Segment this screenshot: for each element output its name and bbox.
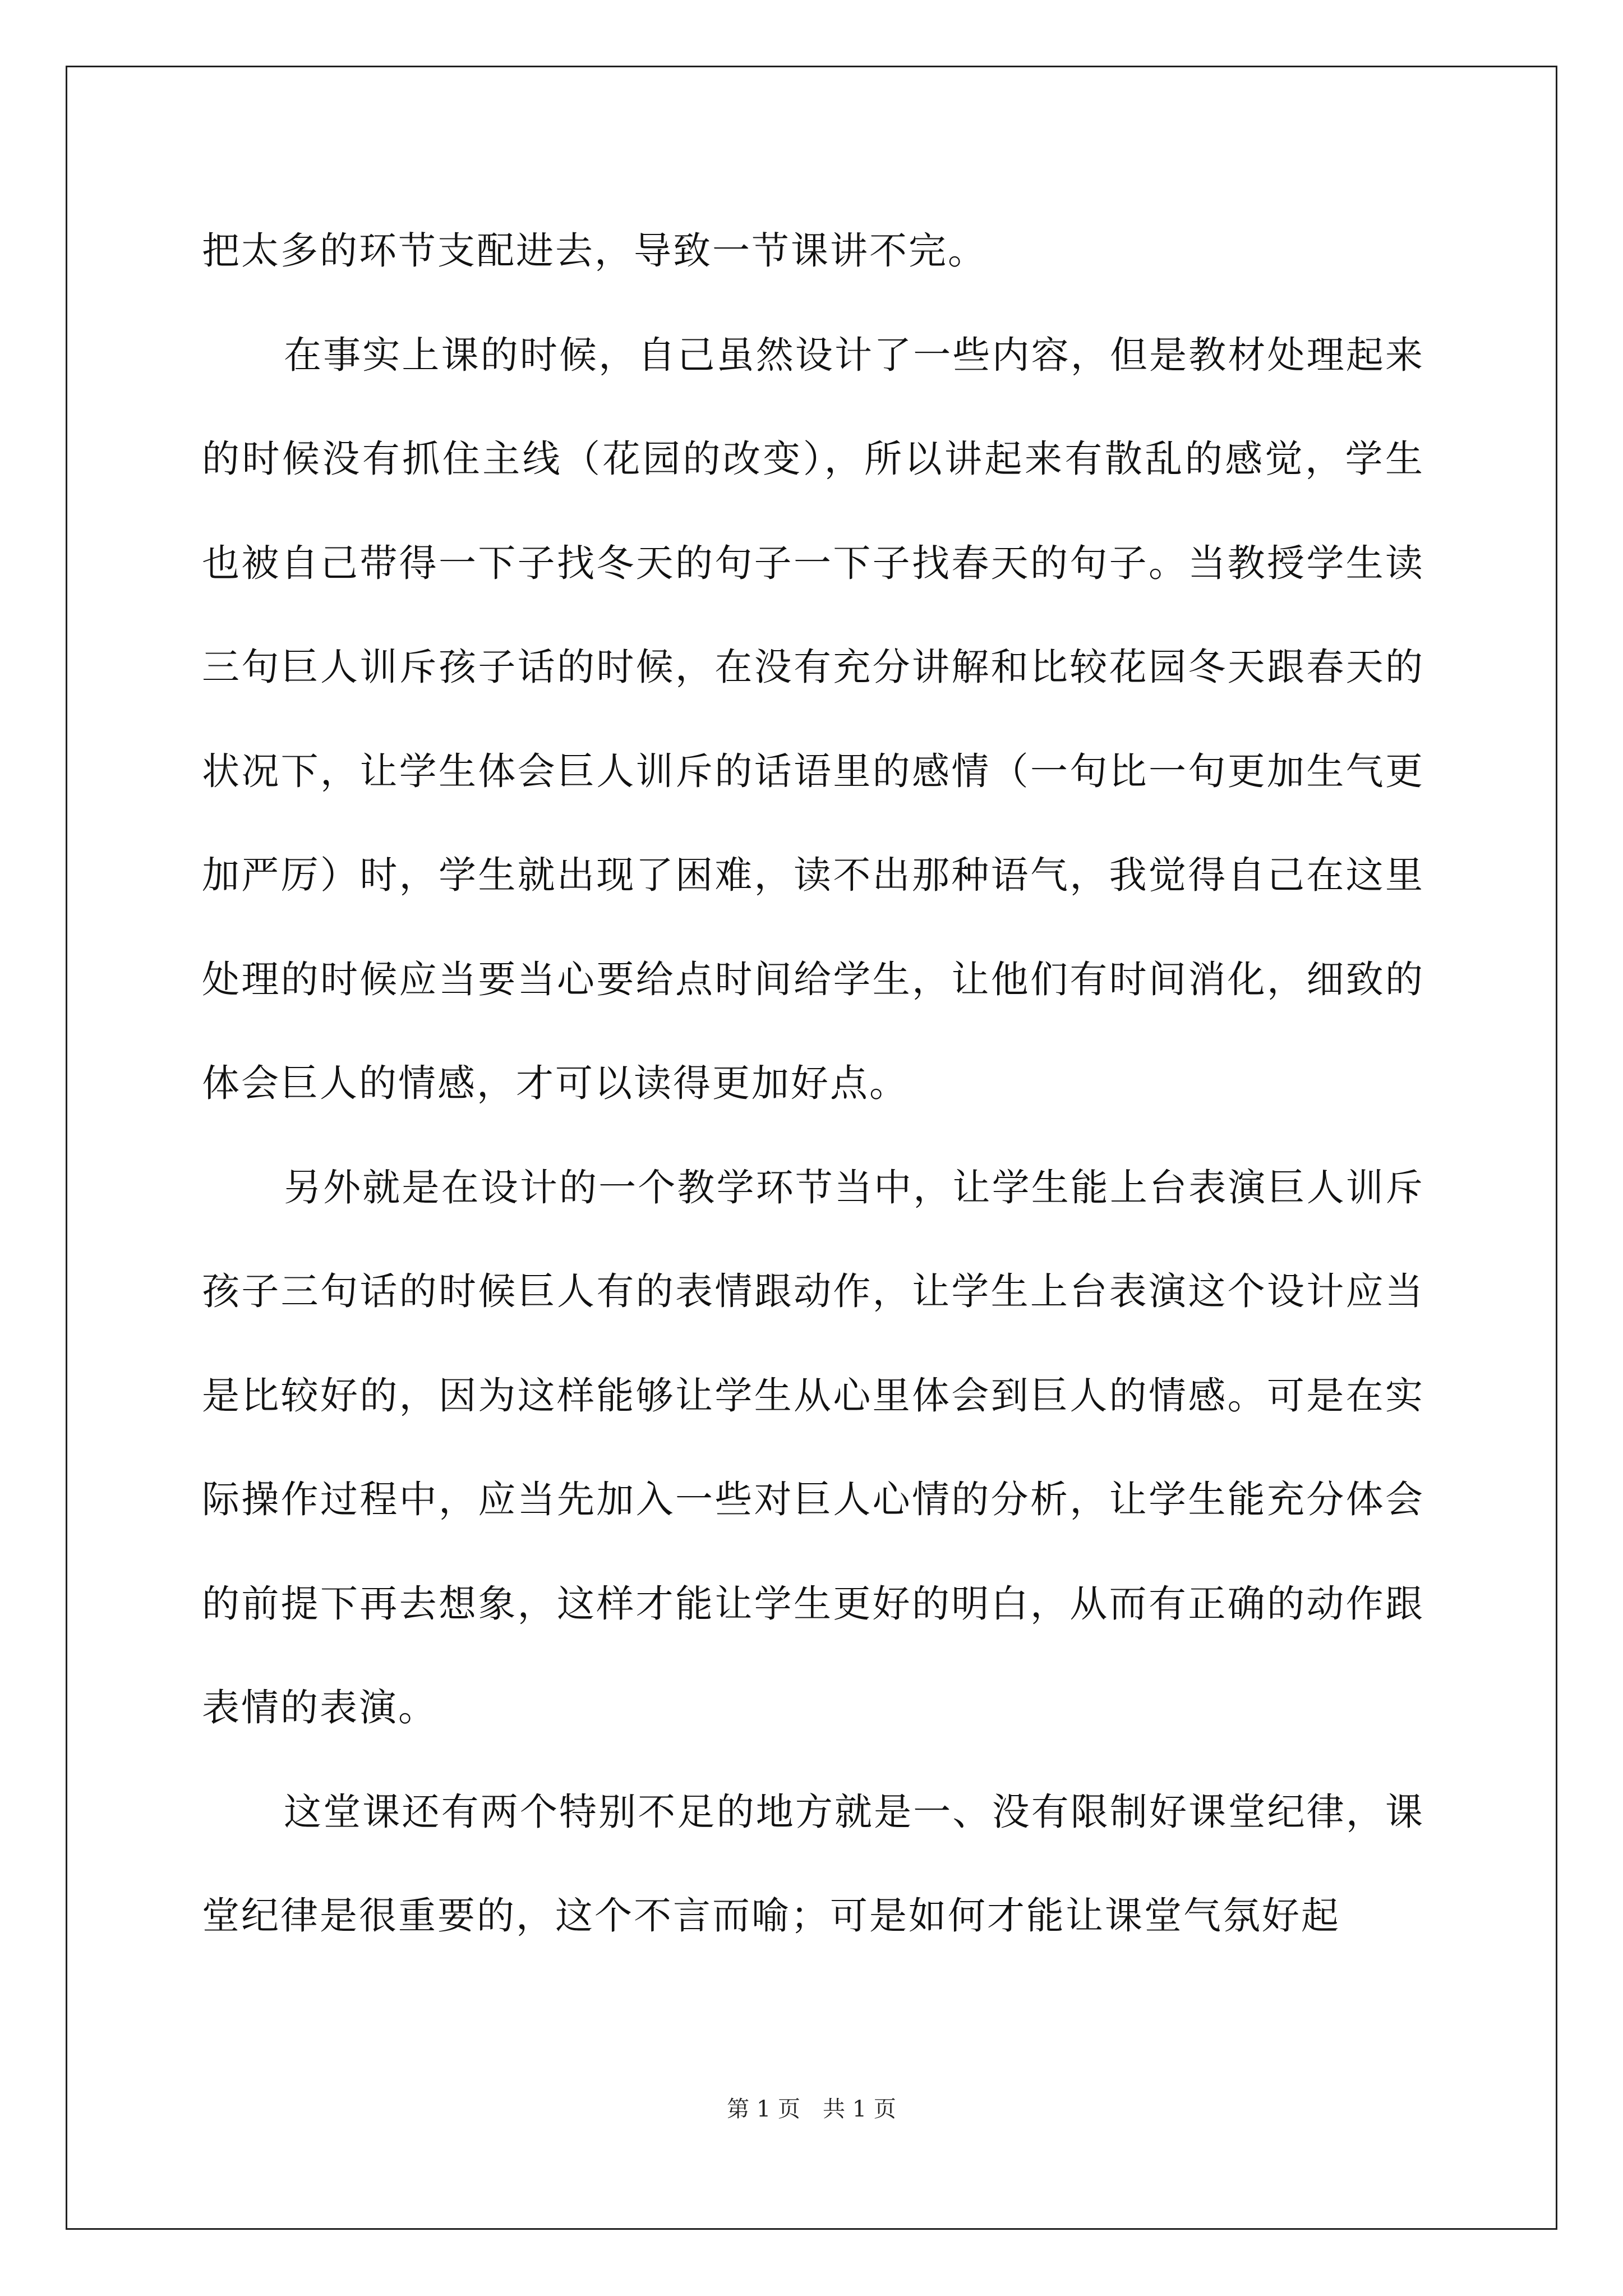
paragraph-4: 这堂课还有两个特别不足的地方就是一、没有限制好课堂纪律，课堂纪律是很重要的，这个不言而喻；可是如何才能让课堂气氛好起 bbox=[202, 1789, 1424, 1938]
document-body bbox=[202, 199, 1424, 1968]
paragraph-1: 把太多的环节支配进去，导致一节课讲不完。 bbox=[202, 229, 987, 273]
paragraph-2: 在事实上课的时候，自己虽然设计了一些内容，但是教材处理起来的时候没有抓住主线（花园的改变），所以讲起来有散乱的感觉，学生也被自己带得一下子找冬天的句子一下子找春天的句子。当教授学生读三句巨人训斥孩子话的时候，在没有充分讲解和比较花园冬天跟春天的状况下，让学生体会巨人训斥的话语里的感情（一句比一句更加生气更加严厉）时，学生就出现了困难，读不出那种语气，我觉得自己在这里处理的时候应当要当心要给点时间给学生，让他们有时间消化，细致的体会巨人的情感，才可以读得更加好点。 bbox=[202, 333, 1424, 1105]
paragraph-3: 另外就是在设计的一个教学环节当中，让学生能上台表演巨人训斥孩子三句话的时候巨人有的表情跟动作，让学生上台表演这个设计应当是比较好的，因为这样能够让学生从心里体会到巨人的情感。可是在实际操作过程中，应当先加入一些对巨人心情的分析，让学生能充分体会的前提下再去想象，这样才能让学生更好的明白，从而有正确的动作跟表情的表演。 bbox=[202, 1165, 1424, 1729]
page-footer: 第 1 页 共 1 页 bbox=[727, 2096, 896, 2122]
